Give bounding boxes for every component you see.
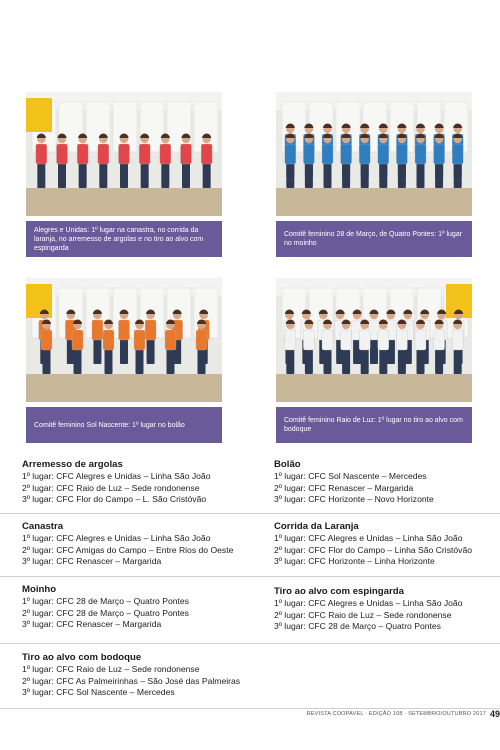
banner-logo [26, 98, 52, 132]
event-title: Canastra [22, 521, 64, 532]
photo-card [26, 92, 222, 257]
result-block [22, 521, 233, 568]
group-photo [26, 278, 222, 402]
divider [0, 513, 500, 514]
placing-line: 2º lugar: CFC Raio de Luz – Sede rondonense [22, 482, 200, 493]
placing-line: 3º lugar: CFC Sol Nascente – Mercedes [22, 687, 175, 698]
photo-caption: Alegres e Unidas: 1º lugar na canastra, no corrida da laranja, no arremesso de argolas e no tiro ao alvo com espingarda [26, 221, 222, 257]
photo-caption: Comitê feminino Sol Nascente: 1º lugar no bolão [26, 407, 222, 443]
photo-caption: Comitê feminino Raio de Luz: 1º lugar no tiro ao alvo com bodoque [276, 407, 472, 443]
placing-line: 1º lugar: CFC Alegres e Unidas – Linha São João [22, 471, 211, 482]
placing-line: 2º lugar: CFC Raio de Luz – Sede rondonense [274, 609, 452, 620]
event-title: Arremesso de argolas [22, 459, 123, 470]
footer-rule [0, 708, 500, 709]
result-block [22, 652, 240, 699]
placing-line: 1º lugar: CFC Sol Nascente – Mercedes [274, 471, 427, 482]
event-title: Tiro ao alvo com espingarda [274, 586, 404, 597]
placing-line: 1º lugar: CFC Alegres e Unidas – Linha São João [22, 533, 211, 544]
result-block [22, 584, 189, 631]
placing-line: 1º lugar: CFC 28 de Março – Quatro Pontes [22, 596, 189, 607]
event-title: Corrida da Laranja [274, 521, 359, 532]
group-photo [26, 92, 222, 216]
placing-line: 1º lugar: CFC Raio de Luz – Sede rondonense [22, 664, 200, 675]
placing-line: 2º lugar: CFC 28 de Março – Quatro Pontes [22, 607, 189, 618]
result-block [22, 459, 211, 506]
placing-line: 3º lugar: CFC Horizonte – Linha Horizonte [274, 556, 435, 567]
placing-line: 2º lugar: CFC Amigas do Campo – Entre Rios do Oeste [22, 544, 234, 555]
event-title: Tiro ao alvo com bodoque [22, 652, 142, 663]
group-photo [276, 92, 472, 216]
placing-line: 3º lugar: CFC Flor do Campo – L. São Cristóvão [22, 494, 207, 505]
placing-line: 3º lugar: CFC Renascer – Margarida [22, 619, 162, 630]
result-block [274, 521, 472, 568]
photo-card [276, 278, 472, 443]
event-title: Bolão [274, 459, 301, 470]
divider [0, 576, 500, 577]
placing-line: 1º lugar: CFC Alegres e Unidas – Linha São João [274, 598, 463, 609]
placing-line: 3º lugar: CFC Renascer – Margarida [22, 556, 162, 567]
placing-line: 2º lugar: CFC Renascer – Margarida [274, 482, 414, 493]
photo-card [26, 278, 222, 443]
footer-publication: REVISTA COOPAVEL · EDIÇÃO 108 · SETEMBRO/OUTUBRO 2017 [306, 711, 486, 717]
group-photo [276, 278, 472, 402]
placing-line: 2º lugar: CFC Flor do Campo – Linha São Cristóvão [274, 544, 473, 555]
photo-caption: Comitê feminino 28 de Março, de Quatro Pontes: 1º lugar no moinho [276, 221, 472, 257]
event-title: Moinho [22, 584, 57, 595]
page-number: 49 [489, 709, 500, 719]
result-block [274, 586, 463, 633]
result-block [274, 459, 434, 506]
placing-line: 1º lugar: CFC Alegres e Unidas – Linha São João [274, 533, 463, 544]
placing-line: 2º lugar: CFC As Palmeirinhas – São José das Palmeiras [22, 675, 241, 686]
photo-card [276, 92, 472, 257]
placing-line: 3º lugar: CFC Horizonte – Novo Horizonte [274, 494, 434, 505]
divider [0, 643, 500, 644]
placing-line: 3º lugar: CFC 28 de Março – Quatro Pontes [274, 621, 441, 632]
